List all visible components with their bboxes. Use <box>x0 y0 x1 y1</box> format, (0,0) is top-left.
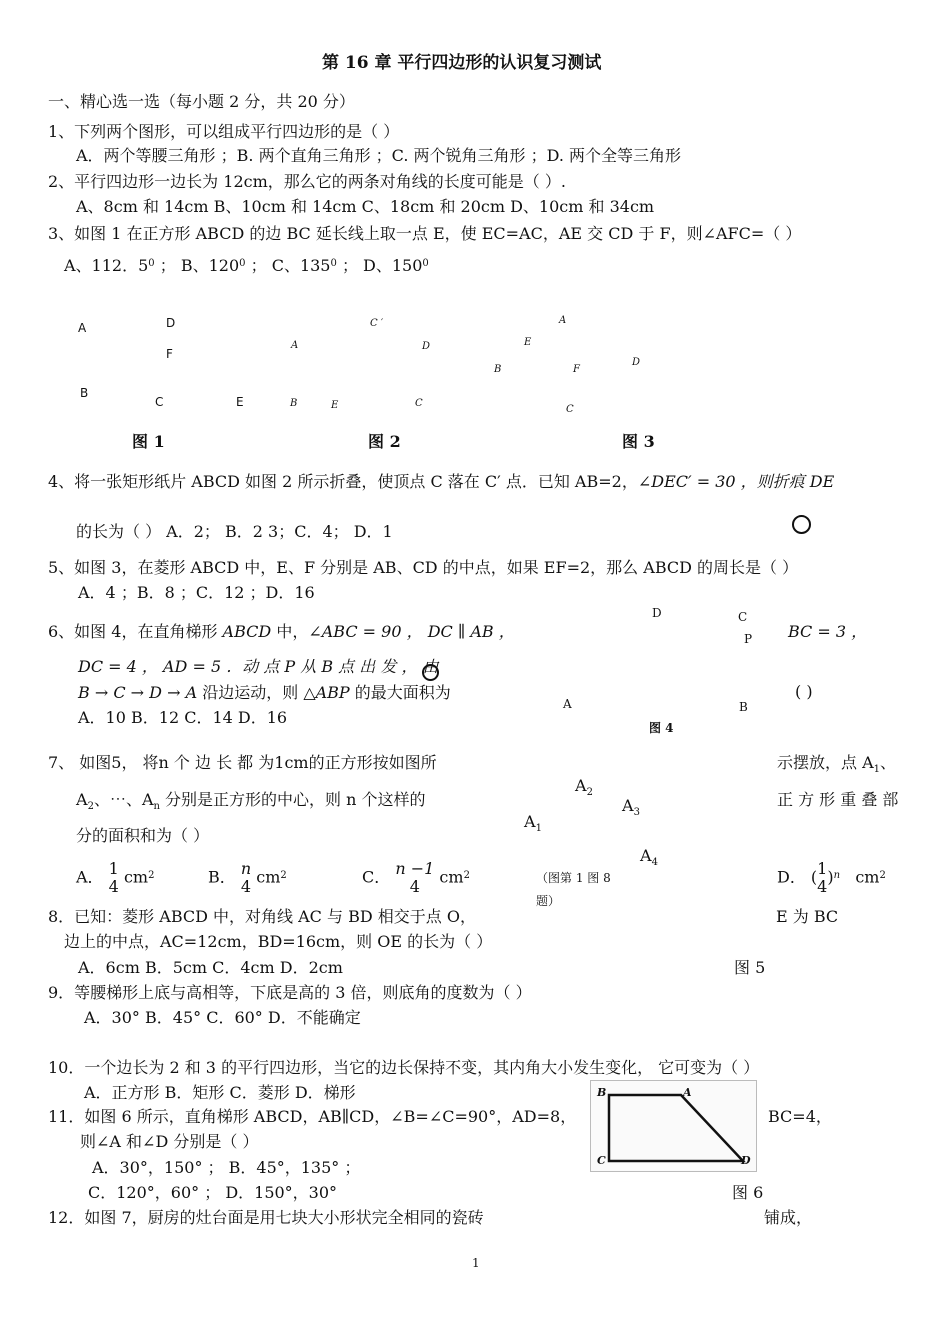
fig2-label-c-prime: C ′ <box>370 318 384 329</box>
exponent: n <box>833 869 841 881</box>
degree-mark: 0 <box>330 258 337 269</box>
question-8-line2: 边上的中点，AC=12cm，BD=16cm，则 OE 的长为（ ） <box>64 932 493 951</box>
question-2-stem: 2、平行四边形一边长为 12cm，那么它的两条对角线的长度可能是（ ）. <box>48 172 566 191</box>
question-6-text: 的最大面积为 <box>349 683 451 702</box>
question-4-stem <box>48 472 834 492</box>
unit: cm <box>123 867 149 887</box>
question-7-option-c <box>362 860 470 896</box>
question-7-stem-right <box>777 753 896 776</box>
denominator: 4 <box>409 877 420 896</box>
subscript: 2 <box>586 787 593 798</box>
question-6-triangle: △ABP <box>303 683 350 702</box>
question-6-answer-paren: ( ) <box>795 682 813 701</box>
figure-6 <box>590 1080 757 1172</box>
fig1-label-b: B <box>80 386 89 400</box>
question-7-text: 、⋯、A <box>93 790 154 809</box>
option-d: D． <box>777 867 806 887</box>
superscript: 2 <box>879 869 886 881</box>
fig2-label-b: B <box>290 398 298 409</box>
fig4-label-d: D <box>652 606 662 620</box>
question-10-stem: 10．一个边长为 2 和 3 的平行四边形，当它的边长保持不变，其内角大小发生变化， 它可变为（ ） <box>48 1058 760 1077</box>
question-10-options: A．正方形 B．矩形 C．菱形 D．梯形 <box>84 1083 356 1102</box>
fig2-label-c: C <box>415 398 423 409</box>
question-12-stem-right: 铺成， <box>764 1208 813 1227</box>
fig5-note-line1: （图第 1 图 8 <box>536 871 611 885</box>
numerator: n <box>240 859 252 878</box>
fig5-label-a4 <box>640 846 658 869</box>
fig4-caption: 图 4 <box>649 721 674 735</box>
fig6-label-a: A <box>683 1086 692 1099</box>
question-1-options: A．两个等腰三角形 ；B. 两个直角三角形 ；C. 两个锐角三角形 ；D. 两个全等三角形 <box>76 146 682 165</box>
fig3-label-e: E <box>524 337 532 348</box>
question-7-text: A <box>76 790 88 809</box>
fig3-caption: 图 3 <box>622 432 655 451</box>
subscript: n <box>153 801 160 812</box>
fig6-label-d: D <box>741 1154 751 1167</box>
question-4-options: 的长为（ ） A．2； B．2 3；C．4； D．1 <box>76 522 393 541</box>
question-1-stem: 1、下列两个图形，可以组成平行四边形的是（ ） <box>48 122 400 141</box>
fig2-label-d: D <box>422 341 431 352</box>
degree-mark: 0 <box>239 258 246 269</box>
question-4-angle: ∠DEC′ = 30 ，则折痕 <box>637 472 810 491</box>
fig2-label-e: E <box>331 400 339 411</box>
fig4-label-c: C <box>738 610 748 624</box>
denominator: 4 <box>108 877 119 896</box>
fig1-label-a: A <box>78 321 87 335</box>
unit: cm <box>439 867 464 887</box>
fig3-label-d: D <box>632 357 641 368</box>
question-8-stem-right: E 为 BC <box>776 907 839 926</box>
point-label: A <box>640 846 652 865</box>
page-number: 1 <box>472 1256 480 1270</box>
fraction <box>395 860 434 896</box>
question-6-text: 6、如图 4，在直角梯形 <box>48 622 223 641</box>
degree-mark: 0 <box>422 258 429 269</box>
question-9-stem: 9．等腰梯形上底与高相等，下底是高的 3 倍，则底角的度数为（ ） <box>48 983 532 1002</box>
question-6-path: B → C → D → A <box>78 683 198 702</box>
fraction <box>109 860 119 896</box>
option-d: ； D、150 <box>341 256 423 275</box>
option-c: ； C、135 <box>250 256 331 275</box>
question-7-option-b <box>208 860 287 896</box>
point-label: A <box>622 796 634 815</box>
fig6-caption: 图 6 <box>732 1183 764 1202</box>
denominator: 4 <box>240 877 252 896</box>
question-12-stem: 12．如图 7，厨房的灶台面是用七块大小形状完全相同的瓷砖 <box>48 1208 484 1227</box>
fig1-label-d: D <box>166 316 176 330</box>
point-label: A <box>524 812 536 831</box>
numerator: 1 <box>108 859 119 878</box>
fig3-label-a: A <box>559 315 567 326</box>
superscript: 2 <box>463 869 470 881</box>
question-11-options-ab: A．30°，150° ； B．45°，135° ； <box>92 1158 361 1177</box>
question-6-text: 中， <box>271 622 309 641</box>
fig3-label-c: C <box>566 404 574 415</box>
superscript: 2 <box>148 869 155 881</box>
circle-mark <box>792 515 811 534</box>
unit: cm <box>256 867 281 887</box>
question-11-stem-right: BC=4， <box>768 1107 832 1126</box>
question-7-text: 分别是正方形的中心，则 n 个这样的 <box>159 790 426 809</box>
question-7-stem: 7、 如图5， 将n 个 边 长 都 为1cm的正方形按如图所 <box>48 753 437 772</box>
subscript: 1 <box>535 823 542 834</box>
fig1-label-e: E <box>236 395 244 409</box>
subscript: 2 <box>87 801 94 812</box>
question-6-line2: DC = 4 ， AD = 5 ．动 点 P 从 B 点 出 发 ， 由 <box>78 657 439 676</box>
page-title: 第 16 章 平行四边形的认识复习测试 <box>322 53 602 73</box>
question-5-stem: 5、如图 3，在菱形 ABCD 中，E、F 分别是 AB、CD 的中点，如果 EF=2，那么 ABCD 的周长是（ ） <box>48 558 799 577</box>
fig1-label-c: C <box>155 395 164 409</box>
fig5-note-line2: 题） <box>536 894 561 908</box>
question-7-option-a <box>76 860 154 896</box>
question-6-conditions: ∠ABC = 90 ， DC ∥ AB ， <box>308 622 515 641</box>
fig1-label-f: F <box>166 347 173 361</box>
fig3-label-f: F <box>573 364 580 375</box>
fig6-label-c: C <box>597 1154 606 1167</box>
question-6-text: 沿边运动，则 <box>197 683 304 702</box>
question-8-options: A．6cm B．5cm C．4cm D．2cm <box>78 958 343 977</box>
question-6-bc: BC = 3 ， <box>788 622 868 641</box>
numerator: 1 <box>817 859 828 878</box>
fig5-caption: 图 5 <box>734 958 766 977</box>
fig4-label-a: A <box>563 697 572 711</box>
question-6-options: A．10 B．12 C．14 D．16 <box>78 708 288 727</box>
option-b: ； B、120 <box>159 256 240 275</box>
question-7-line3: 分的面积和为（ ） <box>76 826 210 845</box>
fig5-label-a2 <box>575 776 593 799</box>
unit: cm <box>855 867 880 887</box>
question-7-line2-right: 正 方 形 重 叠 部 <box>777 790 899 809</box>
fig5-label-a3 <box>622 796 640 819</box>
fig4-label-p: P <box>744 632 753 646</box>
option-b: B． <box>208 867 236 887</box>
question-4-text: 4、将一张矩形纸片 ABCD 如图 2 所示折叠，使顶点 C 落在 C′ 点．已知 AB=2， <box>48 472 638 491</box>
option-a: A、112．5 <box>64 256 149 275</box>
denominator: 4 <box>817 877 828 896</box>
fig6-label-b: B <box>597 1086 607 1099</box>
fraction <box>817 860 827 896</box>
question-7-option-d: D． ( 1 4 )$^n$ $cm^2$ <box>777 859 886 896</box>
trapezoid-shape <box>609 1095 743 1161</box>
degree-mark: 0 <box>148 258 155 269</box>
question-6-shape: ABCD <box>222 622 272 641</box>
question-11-stem: 11．如图 6 所示，直角梯形 ABCD，AB∥CD，∠B=∠C=90°，AD=8， <box>48 1107 577 1126</box>
fig3-label-b: B <box>494 364 502 375</box>
question-8-stem: 8．已知：菱形 ABCD 中，对角线 AC 与 BD 相交于点 O， <box>48 907 476 926</box>
point-label: A <box>575 776 587 795</box>
question-7-line2 <box>76 790 426 813</box>
superscript: 2 <box>280 869 287 881</box>
fig2-caption: 图 2 <box>368 432 401 451</box>
subscript: 3 <box>633 807 640 818</box>
question-3-stem: 3、如图 1 在正方形 ABCD 的边 BC 延长线上取一点 E，使 EC=AC，AE 交 CD 于 F，则∠AFC=（ ） <box>48 224 802 243</box>
trapezoid-diagram <box>591 1081 756 1171</box>
fraction <box>241 860 251 896</box>
circle-mark <box>422 664 439 681</box>
question-6-stem <box>48 622 515 642</box>
question-6-line3 <box>78 683 451 703</box>
fig1-caption: 图 1 <box>132 432 165 451</box>
section-heading: 一、精心选一选（每小题 2 分，共 20 分） <box>48 92 355 111</box>
question-5-options: A．4 ；B．8 ；C．12 ；D．16 <box>78 583 315 602</box>
question-7-text: 示摆放，点 A <box>777 753 874 772</box>
fig4-label-b: B <box>739 700 748 714</box>
question-7-text: 、 <box>880 753 897 772</box>
question-3-options <box>64 256 429 279</box>
fig2-label-a: A <box>291 340 299 351</box>
question-4-segment: DE <box>809 472 835 491</box>
subscript: 1 <box>873 764 881 775</box>
question-11-line2: 则∠A 和∠D 分别是（ ） <box>80 1132 259 1151</box>
option-a: A． <box>76 867 104 887</box>
question-2-options: A、8cm 和 14cm B、10cm 和 14cm C、18cm 和 20cm D、10cm 和 34cm <box>76 197 655 216</box>
fig5-label-a1 <box>524 812 542 835</box>
question-11-options-cd: C．120°，60° ； D．150°，30° <box>88 1183 338 1202</box>
option-c: C． <box>362 867 391 887</box>
numerator: n −1 <box>395 859 435 878</box>
question-9-options: A．30° B．45° C．60° D．不能确定 <box>84 1008 361 1027</box>
subscript: 4 <box>651 857 658 868</box>
